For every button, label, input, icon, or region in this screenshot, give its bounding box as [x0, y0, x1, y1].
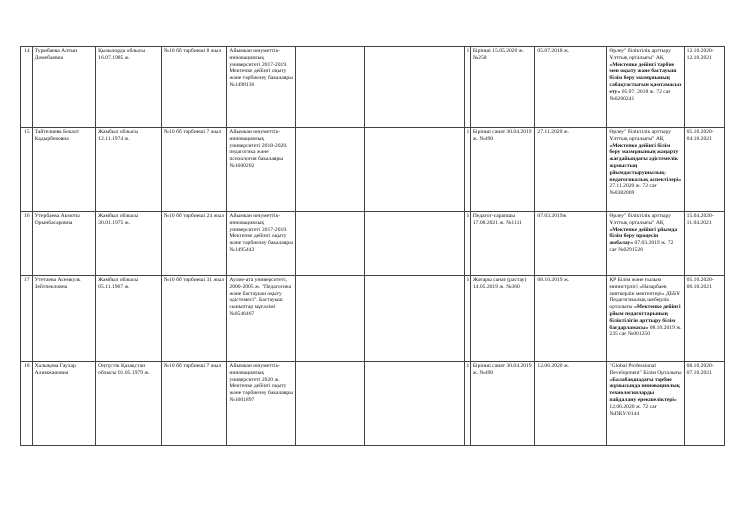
empty-cell: [365, 212, 465, 276]
empty-cell: [296, 276, 365, 362]
table-row: [21, 362, 725, 446]
course-date: 05.07.2018 ж.: [535, 47, 607, 128]
course-tail: 12.06.2020 ж. 72 сағ №ПКУ/0144: [609, 403, 657, 417]
row-number: 17: [21, 276, 33, 362]
empty-cell: [365, 276, 465, 362]
birth-info: Жамбыл облысы 30.01.1975 ж.: [96, 212, 162, 276]
course-info: [607, 128, 684, 212]
course-date: 12.06.2020 ж.: [535, 362, 607, 446]
quantity: 1: [464, 362, 470, 446]
full-name: Утетаева Асемкуль Зейтпекловна: [32, 276, 96, 362]
category: Бірінші 15.05.2020 ж. №258: [470, 47, 535, 128]
course-title: «Мектепке дейінгі ұйым педагогтарының біліктілігін арттыру білім бағдарламасы»: [609, 304, 681, 331]
course-head: "Global Professional Development" Білім Орталығы: [609, 363, 682, 376]
table-row: [21, 276, 725, 362]
education: Айымкан юнуметтік-инновациялық университеті 2017-2019. Мектепке дейінгі оқыту және тәрбиелеу бакалавры №1495442: [227, 212, 296, 276]
empty-cell: [296, 128, 365, 212]
birth-info: Жамбыл облысы 12.11.1974 ж.: [96, 128, 162, 212]
course-title: «Мектепке дейінгі ұйымда білім беру процесін жобалау»: [609, 226, 678, 247]
table-row: [21, 128, 725, 212]
full-name: Утербаева Акмоты Орынбасаровна: [32, 212, 96, 276]
category: Бірінші санат 30.04.2019 ж. №490: [470, 362, 535, 446]
course-title: «Мектепке дейінгі тәрбие мен оқыту және бастауыш білім беру мазмұнының сабақтастығын қамтамасыз ету»: [609, 61, 682, 95]
course-tail: 27.11.2020 ж. 72 сағ №0382069: [609, 183, 657, 197]
education: Аулие-ата университеті, 2000-2005 ж. "Педагогика және бастауыш оқыту әдістемесі". Бастауыш сыныптар мұғалімі №0546467: [227, 276, 296, 362]
quantity: 1: [464, 212, 470, 276]
course-tail: 08.10.2019 ж. 235 сағ №001250: [609, 324, 682, 338]
education: Айымкан юнуметтік-инновациялық университеті 2020 ж. Мектепке дейінгі оқыту және тәрбиелеу бакалавры №1601897: [227, 362, 296, 446]
course-info: [607, 47, 684, 128]
category: Бірінші санат 30.04.2019 ж. №490: [470, 128, 535, 212]
course-date: 07.03.2019ж: [535, 212, 607, 276]
row-number: 14: [21, 47, 33, 128]
position-experience: №10 бб тәрбиеші 31 жыл: [161, 276, 227, 362]
row-number: 18: [21, 362, 33, 446]
birth-info: Қызылорда облысы 16.07.1985 ж.: [96, 47, 162, 128]
course-date: 08.10.2019 ж.: [535, 276, 607, 362]
course-head: ҚР Білім және ғылым министрлігі «Назарбаев зияткерлік мектептері» ДББҰ Педагогикалық шеберлік орталығы: [609, 277, 681, 311]
education: Айымкан юнуметтік-инновациялық университеті 2018-2020. педагогика және психология бакалавры №1600202: [227, 128, 296, 212]
empty-cell: [296, 212, 365, 276]
course-info: [607, 276, 684, 362]
birth-info: Жамбыл облысы 05.11.1967 ж.: [96, 276, 162, 362]
course-info: [607, 362, 684, 446]
position-experience: №10 бб тәрбиеші 7 жыл: [161, 362, 227, 446]
course-title: «Мектепке дейінгі білім беру мазмұнының жаңарту жағдайындағы әдістемелік жұмыстың ұйымдастырушылық-педагогикалық аспектілері»: [609, 142, 682, 183]
category: Жоғары санат (растау) 14.05.2019 ж. №360: [470, 276, 535, 362]
row-number: 16: [21, 212, 33, 276]
course-tail: 07.03.2019 ж. 72 сағ №0291526: [609, 240, 674, 253]
quantity: 1: [464, 47, 470, 128]
empty-cell: [365, 47, 465, 128]
row-number: 15: [21, 128, 33, 212]
course-head: Өрлеу" біліктілік арттыру Ұлттық орталығы" АҚ: [609, 129, 671, 142]
position-experience: №10 бб тәрбиеші 7 жыл: [161, 128, 227, 212]
course-head: Өрлеу" біліктілік арттыру Ұлттық орталығы" АҚ: [609, 213, 671, 226]
period: 15.04.2020-11.04.2021: [684, 212, 724, 276]
course-tail: 05.07. 2018 ж. 72 сағ №0260241: [609, 88, 671, 102]
birth-info: Оңтүстік Қазақстан облысы 01.05.1979 ж.: [96, 362, 162, 446]
table-row: [21, 47, 725, 128]
staff-table: [20, 46, 725, 446]
full-name: Турмбаева Алтын Домебаевна: [32, 47, 96, 128]
course-title: «Балабақшадағы тәрбие жұмысында инновациялық технологияларды пайдалану ерекшеліктері»: [609, 376, 680, 403]
course-head: Өрлеу" біліктілік арттыру Ұлттық орталығы" АҚ: [609, 48, 671, 61]
education: Айымкан юнуметтік-инновациялық университеті 2017-2019. Мектепке дейінгі оқыту және тәрбиелеу бакалавры №1498136: [227, 47, 296, 128]
period: 12.10.2020-12.10.2021: [684, 47, 724, 128]
position-experience: №10 бб тәрбиеші 8 жыл: [161, 47, 227, 128]
empty-cell: [365, 362, 465, 446]
empty-cell: [365, 128, 465, 212]
quantity: 1: [464, 276, 470, 362]
period: 05.10.2020-06.10.2021: [684, 276, 724, 362]
course-date: 27.11.2020 ж.: [535, 128, 607, 212]
course-info: [607, 212, 684, 276]
period: 08.10.2020-07.10.2021: [684, 362, 724, 446]
table-row: [21, 212, 725, 276]
category: Педагог-сарапшы 17.08.2021 ж. №1111: [470, 212, 535, 276]
position-experience: №10 бб тәрбиеші 24 жыл: [161, 212, 227, 276]
quantity: 1: [464, 128, 470, 212]
empty-cell: [296, 362, 365, 446]
period: 05.10.2020-04.10.2021: [684, 128, 724, 212]
empty-cell: [296, 47, 365, 128]
full-name: Тайтелиева Бекалт Кадырбековна: [32, 128, 96, 212]
full-name: Халықова Гаухар Алимжановна: [32, 362, 96, 446]
